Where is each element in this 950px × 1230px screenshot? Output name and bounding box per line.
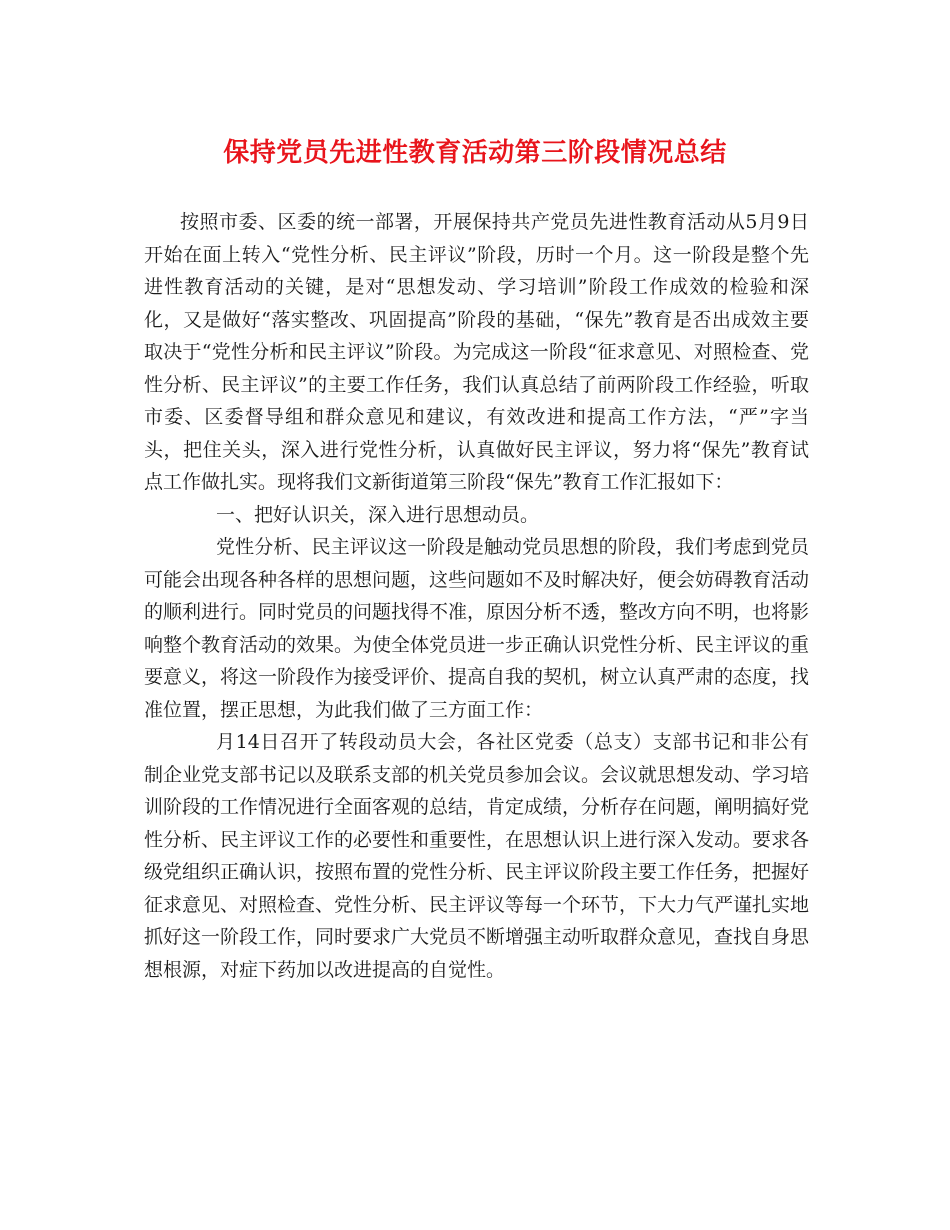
document-title: 保持党员先进性教育活动第三阶段情况总结	[223, 138, 727, 168]
paragraph-section-1: 党性分析、民主评议这一阶段是触动党员思想的阶段，我们考虑到党员可能会出现各种各样的思想问题，这些问题如不及时解决好，便会妨碍教育活动的顺利进行。同时党员的问题找得不准，原因分析不透，整改方向不明，也将影响整个教育活动的效果。为使全体党员进一步正确认识党性分析、民主评议的重要意义，将这一阶段作为接受评价、提高自我的契机，树立认真严肃的态度，找准位置，摆正思想，为此我们做了三方面工作：	[144, 536, 810, 721]
document-body	[144, 206, 809, 986]
paragraph-mobilization-meeting: 月14日召开了转段动员大会，各社区党委（总支）支部书记和非公有制企业党支部书记以及联系支部的机关党员参加会议。会议就思想发动、学习培训阶段的工作情况进行全面客观的总结，肯定成绩，分析存在问题，阐明搞好党性分析、民主评议工作的必要性和重要性，在思想认识上进行深入发动。要求各级党组织正确认识，按照布置的党性分析、民主评议阶段主要工作任务，把握好征求意见、对照检查、党性分析、民主评议等每一个环节，下大力气严谨扎实地抓好这一阶段工作，同时要求广大党员不断增强主动听取群众意见，查找自身思想根源，对症下药加以改进提高的自觉性。	[144, 731, 810, 981]
section-heading-1: 一、把好认识关，深入进行思想动员。	[216, 503, 540, 526]
paragraph-intro: 按照市委、区委的统一部署，开展保持共产党员先进性教育活动从5月9日开始在面上转入“党性分析、民主评议”阶段，历时一个月。这一阶段是整个先进性教育活动的关键，是对“思想发动、学习培训”阶段工作成效的检验和深化，又是做好“落实整改、巩固提高”阶段的基础，“保先”教育是否出成效主要取决于“党性分析和民主评议”阶段。为完成这一阶段“征求意见、对照检查、党性分析、民主评议”的主要工作任务，我们认真总结了前两阶段工作经验，听取市委、区委督导组和群众意见和建议，有效改进和提高工作方法，“严”字当头，把住关头，深入进行党性分析，认真做好民主评议，努力将“保先”教育试点工作做扎实。现将我们文新街道第三阶段“保先”教育工作汇报如下：	[144, 211, 809, 493]
